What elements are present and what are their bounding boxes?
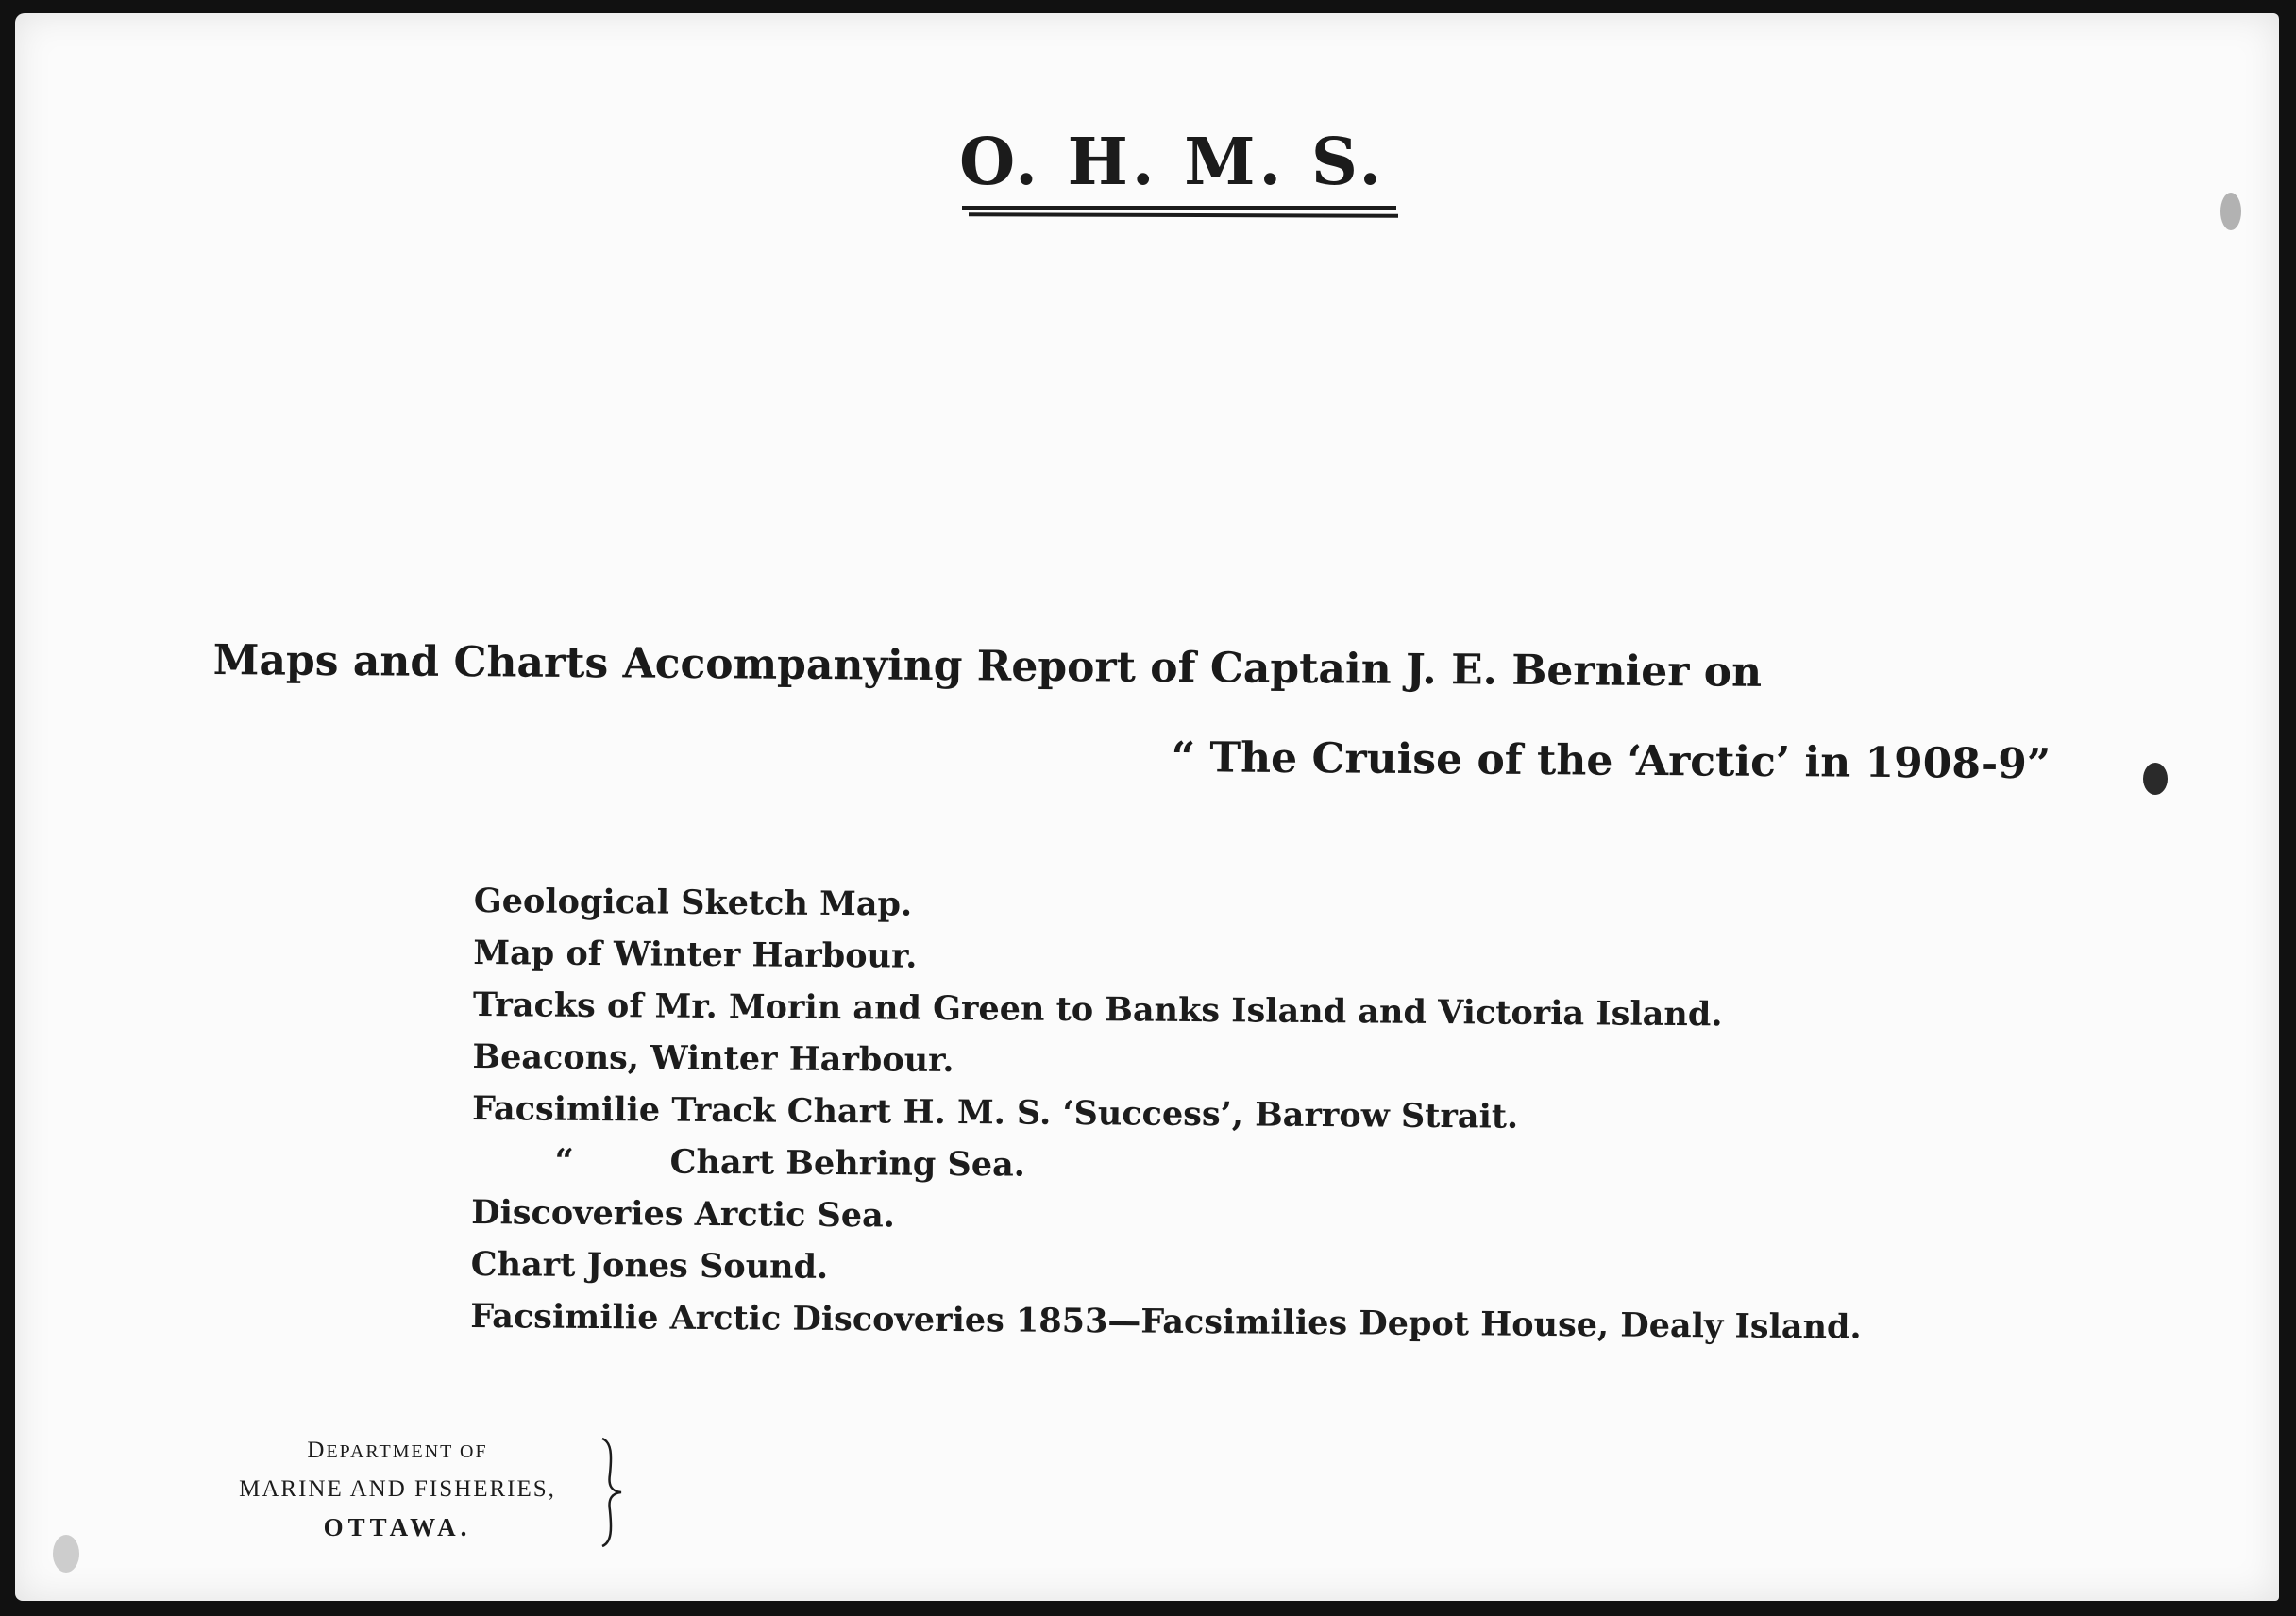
ditto-mark: “ <box>554 1141 574 1181</box>
list-item-text: Tracks of Mr. Morin and Green to Banks Island and Victoria Island. <box>472 985 1723 1035</box>
list-item-text: Facsimilie Arctic Discoveries 1853—Facsimilies Depot House, Dealy Island. <box>470 1296 1862 1347</box>
department-line-3: OTTAWA. <box>323 1513 472 1541</box>
department-line-1: DEPARTMENT OF <box>307 1438 488 1463</box>
contents-list <box>470 875 1865 1354</box>
ohms-underline <box>962 206 1396 210</box>
ohms-underline-double <box>969 212 1398 218</box>
report-title: Maps and Charts Accompanying Report of Captain J. E. Bernier on <box>212 636 1763 697</box>
corner-stain <box>2220 193 2241 230</box>
envelope-sheet <box>15 13 2279 1601</box>
list-item-text: Geological Sketch Map. <box>473 881 913 924</box>
report-subtitle: “ The Cruise of the ‘Arctic’ in 1908-9” <box>1171 733 2051 789</box>
list-item <box>470 1290 1862 1354</box>
list-item-text: Facsimilie Track Chart H. M. S. ‘Success’, Barrow Strait. <box>471 1088 1519 1136</box>
list-item-text: Beacons, Winter Harbour. <box>472 1036 954 1080</box>
list-item-text: Chart Jones Sound. <box>470 1244 829 1287</box>
department-block <box>194 1432 600 1546</box>
brace-icon <box>599 1437 625 1548</box>
department-line-2: MARINE AND FISHERIES, <box>239 1476 556 1502</box>
list-item-text: Chart Behring Sea. <box>669 1142 1026 1185</box>
list-item-text: Map of Winter Harbour. <box>473 933 918 976</box>
ink-blot <box>2143 763 2168 795</box>
ohms-heading: O. H. M. S. <box>959 125 1386 200</box>
list-item-text: Discoveries Arctic Sea. <box>471 1192 896 1236</box>
corner-stain <box>53 1535 79 1573</box>
